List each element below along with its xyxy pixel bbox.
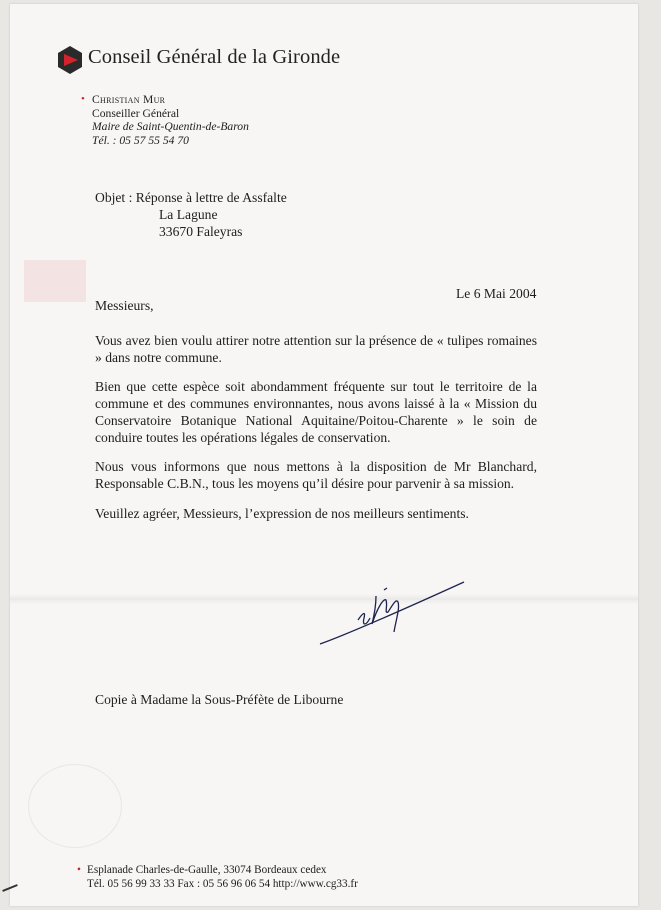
sender-block (81, 93, 249, 147)
red-bullet-icon: • (77, 864, 81, 876)
subject-block (95, 189, 287, 240)
closing-paragraph: Veuillez agréer, Messieurs, l’expression de nos meilleurs sentiments. (95, 506, 469, 521)
sender-name: Christian Mur (92, 93, 166, 106)
footer-contact: Tél. 05 56 99 33 33 Fax : 05 56 96 06 54 http://www.cg33.fr (87, 878, 358, 890)
sender-title: Conseiller Général (92, 106, 180, 120)
subject-postal-line: 33670 Faleyras (159, 224, 243, 239)
handwritten-signature (318, 576, 466, 648)
paragraph: Nous vous informons que nous mettons à la disposition de Mr Blanchard, Responsable C.B.N., tous les moyens qu’il désire pour parvenir à sa mission. (95, 459, 537, 491)
salutation: Messieurs, (95, 298, 154, 313)
sender-role: Maire de Saint-Quentin-de-Baron (92, 120, 249, 134)
footer-address: Esplanade Charles-de-Gaulle, 33074 Bordeaux cedex (87, 864, 327, 876)
paragraph: Vous avez bien voulu attirer notre attention sur la présence de « tulipes romaines » dans notre commune. (95, 333, 537, 365)
subject-line: Objet : Réponse à lettre de Assfalte (95, 190, 287, 205)
organization-name: Conseil Général de la Gironde (88, 46, 341, 68)
faded-stamp-mark (24, 260, 86, 302)
sender-phone: Tél. : 05 57 55 54 70 (92, 133, 189, 147)
subject-address-line: La Lagune (159, 207, 218, 222)
letter-page (10, 4, 638, 906)
red-bullet-icon: • (81, 93, 85, 105)
paragraph: Bien que cette espèce soit abondamment fréquente sur tout le territoire de la commune et des communes environnantes, nous avons laissé à la « Mission du Conservatoire Botanique National Aquitaine/Poitou-Charente » le soin de conduire toutes les opérations légales de conservation. (95, 379, 537, 445)
copy-notice: Copie à Madame la Sous-Préfète de Libourne (95, 692, 344, 707)
faded-round-stamp (28, 764, 122, 848)
letter-date: Le 6 Mai 2004 (456, 286, 537, 301)
footer (77, 863, 358, 891)
gironde-logo-icon (58, 46, 82, 74)
